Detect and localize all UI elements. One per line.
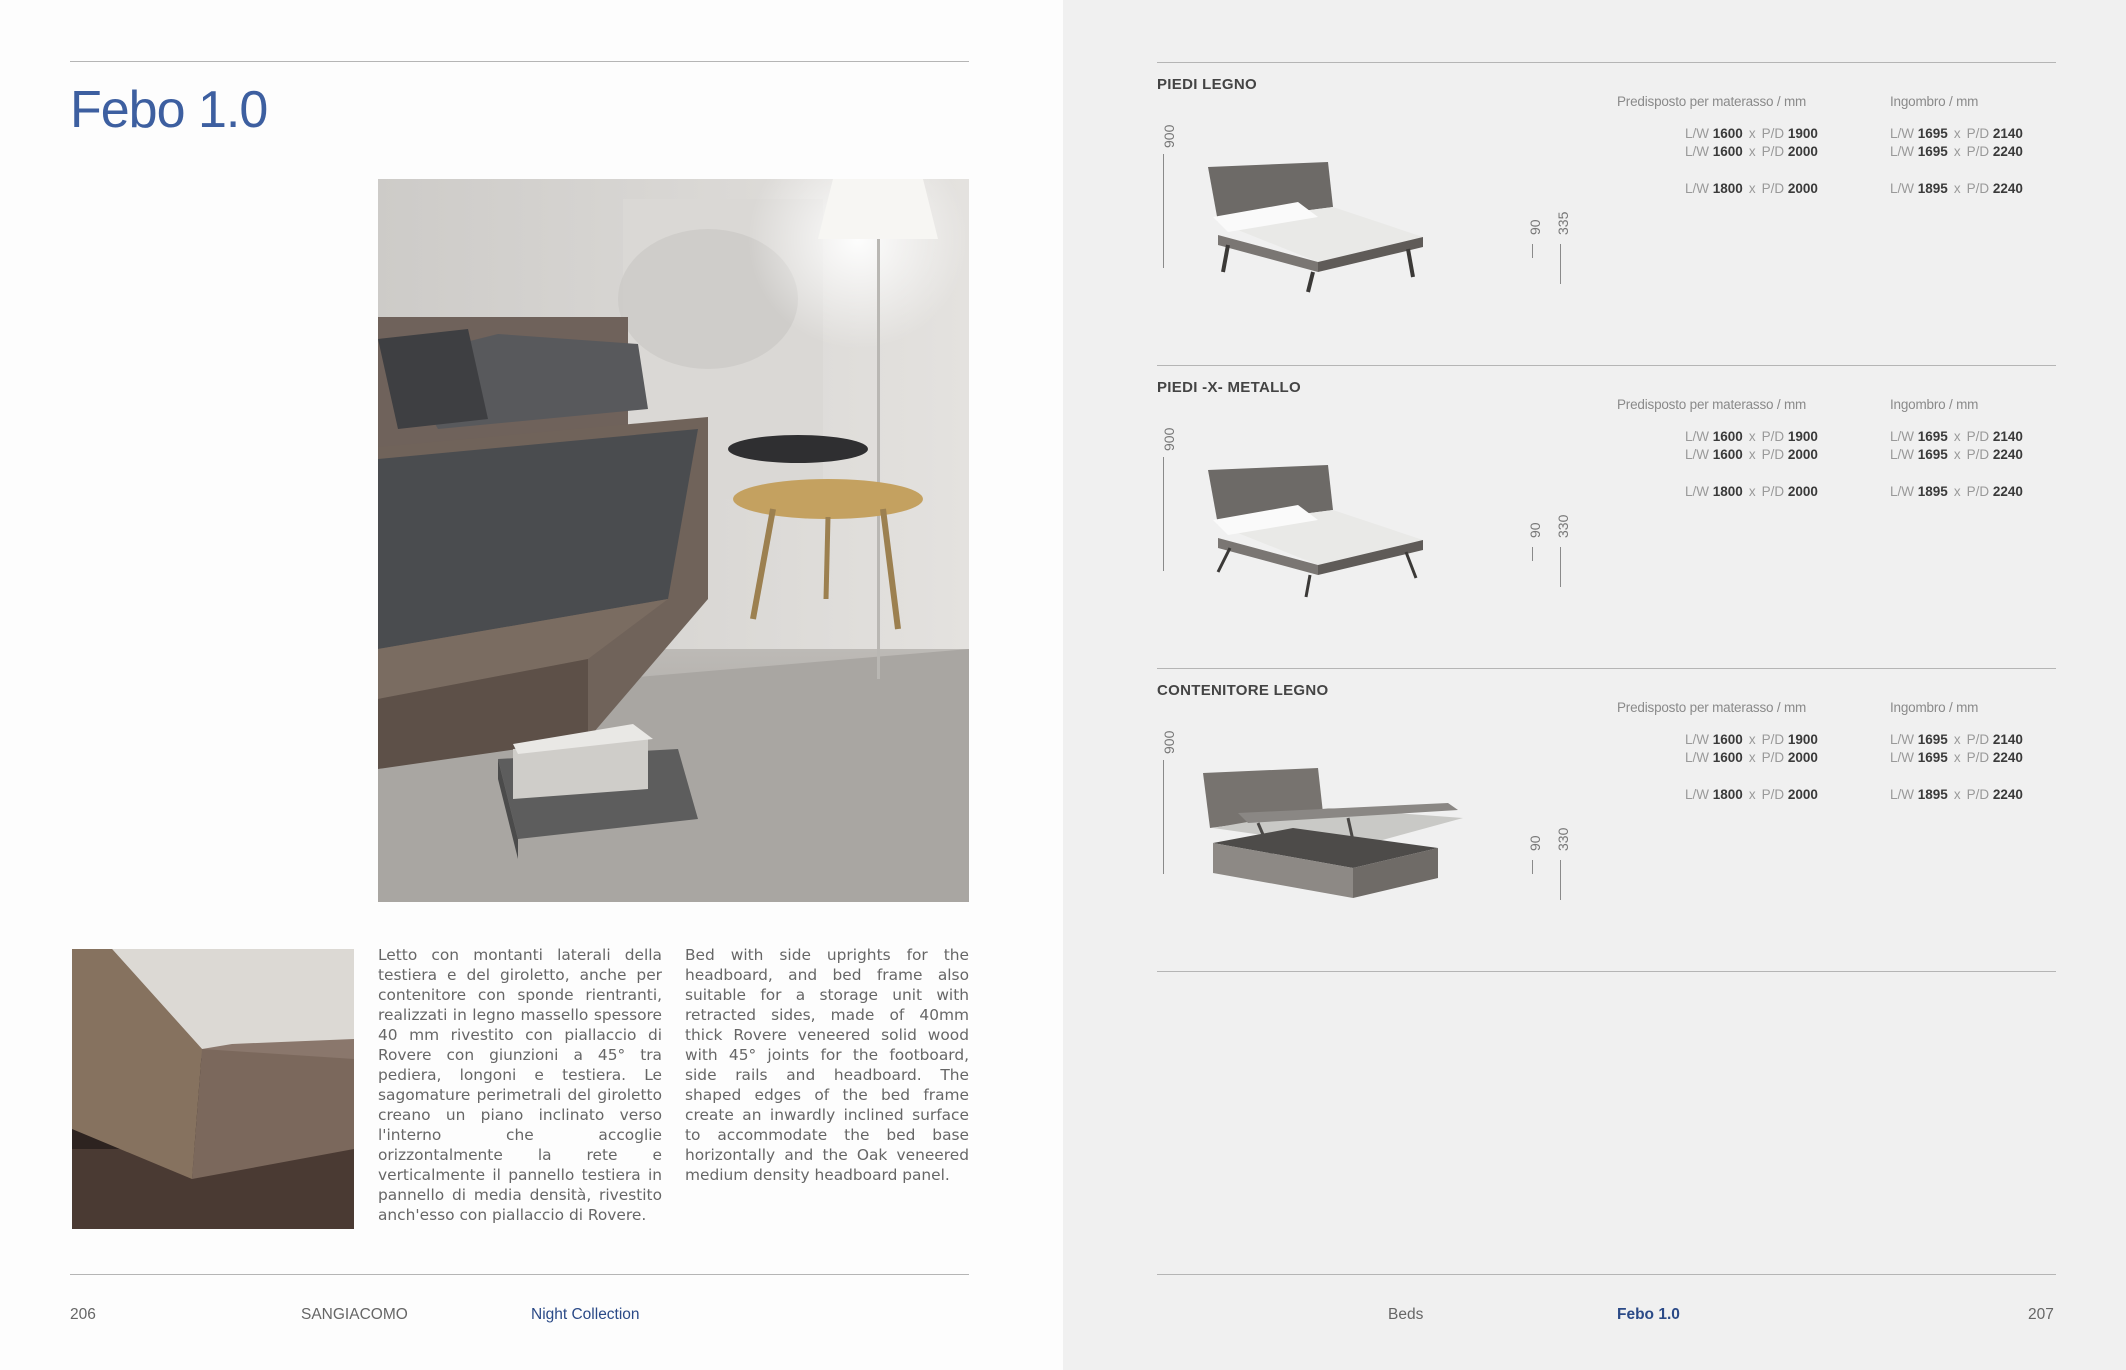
section-title: PIEDI LEGNO xyxy=(1157,76,1257,93)
frame-height-label: 90 xyxy=(1527,835,1543,851)
dim-row: L/W 1895 x P/D 2240 xyxy=(1890,484,2023,499)
mattress-header: Predisposto per materasso / mm xyxy=(1617,397,1807,412)
dim-row: L/W 1600 x P/D 1900 xyxy=(1685,732,1818,747)
dim-row: L/W 1600 x P/D 1900 xyxy=(1685,126,1818,141)
dim-row: L/W 1600 x P/D 2000 xyxy=(1685,750,1818,765)
mattress-header: Predisposto per materasso / mm xyxy=(1617,94,1807,109)
brand-name: SANGIACOMO xyxy=(301,1306,408,1323)
section-title: CONTENITORE LEGNO xyxy=(1157,682,1329,699)
page-title: Febo 1.0 xyxy=(70,81,268,139)
overall-header: Ingombro / mm xyxy=(1890,94,1979,109)
bed-wood-legs-illustration xyxy=(1198,157,1458,297)
mattress-height-label: 335 xyxy=(1555,211,1571,235)
frame-height-label: 90 xyxy=(1527,522,1543,538)
section-contenitore-legno xyxy=(1063,668,2126,971)
top-rule xyxy=(70,61,969,62)
mattress-height-line xyxy=(1560,547,1561,587)
height-label: 900 xyxy=(1161,730,1177,754)
dim-row: L/W 1800 x P/D 2000 xyxy=(1685,787,1818,802)
bottom-section-rule xyxy=(1157,971,2056,972)
bed-storage-illustration xyxy=(1198,768,1488,908)
dim-row: L/W 1695 x P/D 2140 xyxy=(1890,732,2023,747)
dim-row: L/W 1695 x P/D 2240 xyxy=(1890,750,2023,765)
frame-height-line xyxy=(1532,244,1533,258)
section-piedi-x-metallo xyxy=(1063,365,2126,668)
height-line xyxy=(1163,760,1164,874)
section-piedi-legno xyxy=(1063,62,2126,365)
dim-row: L/W 1695 x P/D 2140 xyxy=(1890,429,2023,444)
mattress-height-label: 330 xyxy=(1555,514,1571,538)
dim-row: L/W 1895 x P/D 2240 xyxy=(1890,181,2023,196)
frame-height-line xyxy=(1532,547,1533,561)
description-english: Bed with side uprights for the headboard, and bed frame also suitable for a storage unit with retracted sides, made of 40mm thick Rovere veneered solid wood with 45° joints for the footboard, side rails and headboard. The shaped edges of the bed frame create an inwardly inclined surface to accommodate the bed base horizontally and the Oak veneered medium density headboard panel. xyxy=(685,946,969,1184)
dim-row: L/W 1695 x P/D 2140 xyxy=(1890,126,2023,141)
right-page xyxy=(1063,0,2126,1370)
overall-header: Ingombro / mm xyxy=(1890,700,1979,715)
height-label: 900 xyxy=(1161,427,1177,451)
overall-header: Ingombro / mm xyxy=(1890,397,1979,412)
section-title: PIEDI -X- METALLO xyxy=(1157,379,1301,396)
footer-rule xyxy=(70,1274,969,1275)
mattress-height-label: 330 xyxy=(1555,827,1571,851)
dim-row: L/W 1895 x P/D 2240 xyxy=(1890,787,2023,802)
description-italian: Letto con montanti laterali della testiera e del giroletto, anche per contenitore con sponde rientranti, realizzati in legno massello spessore 40 mm rivestito con piallaccio di Rovere con giunzioni a 45° tra pediera, longoni e testiera. Le sagomature perimetrali del giroletto creano un piano inclinato verso l'interno che accoglie orizzontalmente la rete e verticalmente il pannello testiera in pannello di media densità, rivestito anch'esso con piallaccio di Rovere. xyxy=(378,946,662,1224)
dim-row: L/W 1600 x P/D 2000 xyxy=(1685,144,1818,159)
dim-row: L/W 1695 x P/D 2240 xyxy=(1890,447,2023,462)
dim-row: L/W 1600 x P/D 2000 xyxy=(1685,447,1818,462)
section-rule xyxy=(1157,62,2056,63)
section-rule xyxy=(1157,668,2056,669)
frame-height-label: 90 xyxy=(1527,219,1543,235)
mattress-header: Predisposto per materasso / mm xyxy=(1617,700,1807,715)
page-number-right: 207 xyxy=(2028,1306,2054,1323)
frame-height-line xyxy=(1532,860,1533,874)
product-name: Febo 1.0 xyxy=(1617,1306,1680,1323)
collection-name: Night Collection xyxy=(531,1306,640,1323)
dim-row: L/W 1600 x P/D 1900 xyxy=(1685,429,1818,444)
page-number-left: 206 xyxy=(70,1306,96,1323)
dim-row: L/W 1800 x P/D 2000 xyxy=(1685,181,1818,196)
dim-row: L/W 1695 x P/D 2240 xyxy=(1890,144,2023,159)
height-label: 900 xyxy=(1161,124,1177,148)
category-name: Beds xyxy=(1388,1306,1424,1323)
mattress-height-line xyxy=(1560,860,1561,900)
height-line xyxy=(1163,457,1164,571)
footer-rule xyxy=(1157,1274,2056,1275)
bedroom-photo xyxy=(378,179,969,902)
section-rule xyxy=(1157,365,2056,366)
detail-photo xyxy=(72,949,354,1229)
bed-metal-legs-illustration xyxy=(1198,460,1458,600)
height-line xyxy=(1163,154,1164,268)
dim-row: L/W 1800 x P/D 2000 xyxy=(1685,484,1818,499)
mattress-height-line xyxy=(1560,244,1561,284)
